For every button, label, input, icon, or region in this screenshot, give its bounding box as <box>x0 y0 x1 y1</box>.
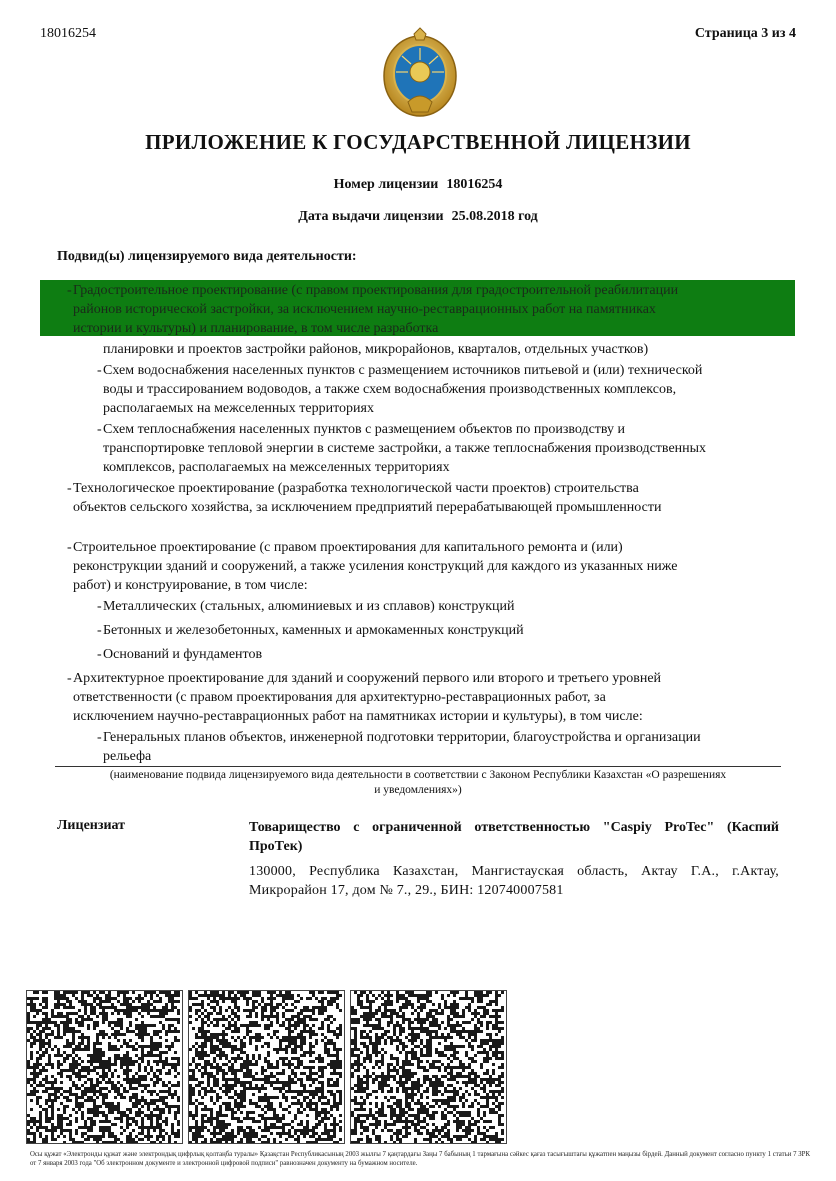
subtypes-heading: Подвид(ы) лицензируемого вида деятельности: <box>57 249 357 264</box>
list-item-continuation: воды и трассированием водоводов, а также схем водоснабжения производственных комплексов, <box>103 382 677 397</box>
list-item: - Схем теплоснабжения населенных пунктов с размещением объектов по производству и <box>97 422 626 437</box>
list-item-continuation: объектов сельского хозяйства, за исключением предприятий перерабатывающей промышленности <box>73 500 662 515</box>
page-counter: Страница 3 из 4 <box>694 26 796 41</box>
list-item: - Оснований и фундаментов <box>97 647 263 662</box>
list-item-continuation: исключением научно-реставрационных работ на памятниках истории и культуры), в том числе: <box>73 709 643 724</box>
state-emblem-icon <box>380 26 460 118</box>
list-item: - Технологическое проектирование (разработка технологической части проектов) строительства <box>67 481 639 496</box>
page-title: ПРИЛОЖЕНИЕ К ГОСУДАРСТВЕННОЙ ЛИЦЕНЗИИ <box>145 130 691 154</box>
list-item-continuation: ответственности (с правом проектирования для архитектурно-реставрационных работ, за <box>73 690 606 705</box>
licensee-address: 130000, Республика Казахстан, Мангистауская область, Актау Г.А., г.Актау, Микрорайон 17, дом № 7., 29., БИН: 120740007581 <box>249 864 779 898</box>
list-item-continuation: располагаемых на межселенных территориях <box>103 401 374 416</box>
list-item: - Архитектурное проектирование для зданий и сооружений первого или второго и третьего уровней <box>67 671 662 686</box>
list-item: - Строительное проектирование (с правом проектирования для капитального ремонта и (или) <box>67 540 623 555</box>
list-item: - Бетонных и железобетонных, каменных и армокаменных конструкций <box>97 623 524 638</box>
license-number-row <box>0 177 836 193</box>
issue-date-row <box>0 209 836 225</box>
list-item: - Генеральных планов объектов, инженерной подготовки территории, благоустройства и организации <box>97 730 701 745</box>
document-number: 18016254 <box>40 26 96 41</box>
qr-code-icon <box>26 990 183 1144</box>
issue-date-label: Дата выдачи лицензии <box>298 209 444 224</box>
list-item: - Металлических (стальных, алюминиевых и из сплавов) конструкций <box>97 599 515 614</box>
license-number-value: 18016254 <box>446 177 503 192</box>
legal-note: Осы құжат «Электронды құжат және электрондық цифрлық қолтаңба туралы» Қазақстан Республикасының 2003 жылғы 7 қаңтардағы Заңы 7 бабының 1 тармағына сәйкес қағаз тасығыштағы құжатпен маңызы бірдей. Данный документ согласно пункту 1 статьи 7 ЗРК от 7 января 2003 года "Об электронном документе и электронной цифровой подписи" равнозначен документу на бумажном носителе. <box>30 1151 810 1167</box>
footnote: (наименование подвида лицензируемого вида деятельности в соответствии с Законом Республики Казахстан «О разрешениях и уведомлениях») <box>55 766 781 798</box>
list-item-continuation: районов исторической застройки, за исключением научно-реставрационных работ на памятниках <box>73 302 656 317</box>
list-item: - Схем водоснабжения населенных пунктов с размещением источников питьевой и (или) технической <box>97 363 703 378</box>
list-item-continuation: комплексов, располагаемых на межселенных территориях <box>103 460 450 475</box>
list-item-continuation: транспортировке тепловой энергии в системе застройки, а также теплоснабжения производственных <box>103 441 707 456</box>
list-item-continuation: рельефа <box>103 749 152 764</box>
list-item-continuation: истории и культуры) и планирование, в том числе разработка <box>73 321 439 336</box>
licensee-name: Товарищество с ограниченной ответственностью "Caspiy ProTec" (Каспий ПроТек) <box>249 820 779 854</box>
qr-code-icon <box>188 990 345 1144</box>
list-item-continuation: работ) и конструирование, в том числе: <box>73 578 308 593</box>
license-number-label: Номер лицензии <box>333 177 439 192</box>
licensee-label: Лицензиат <box>57 818 126 833</box>
list-item-continuation: реконструкции зданий и сооружений, а также усиления конструкций для каждого из указанных ниже <box>73 559 678 574</box>
list-item-continuation: планировки и проектов застройки районов, микрорайонов, кварталов, отдельных участков) <box>103 342 649 357</box>
list-item: - Градостроительное проектирование (с правом проектирования для градостроительной реабилитации <box>67 283 679 298</box>
issue-date-value: 25.08.2018 год <box>451 209 538 224</box>
qr-code-icon <box>350 990 507 1144</box>
